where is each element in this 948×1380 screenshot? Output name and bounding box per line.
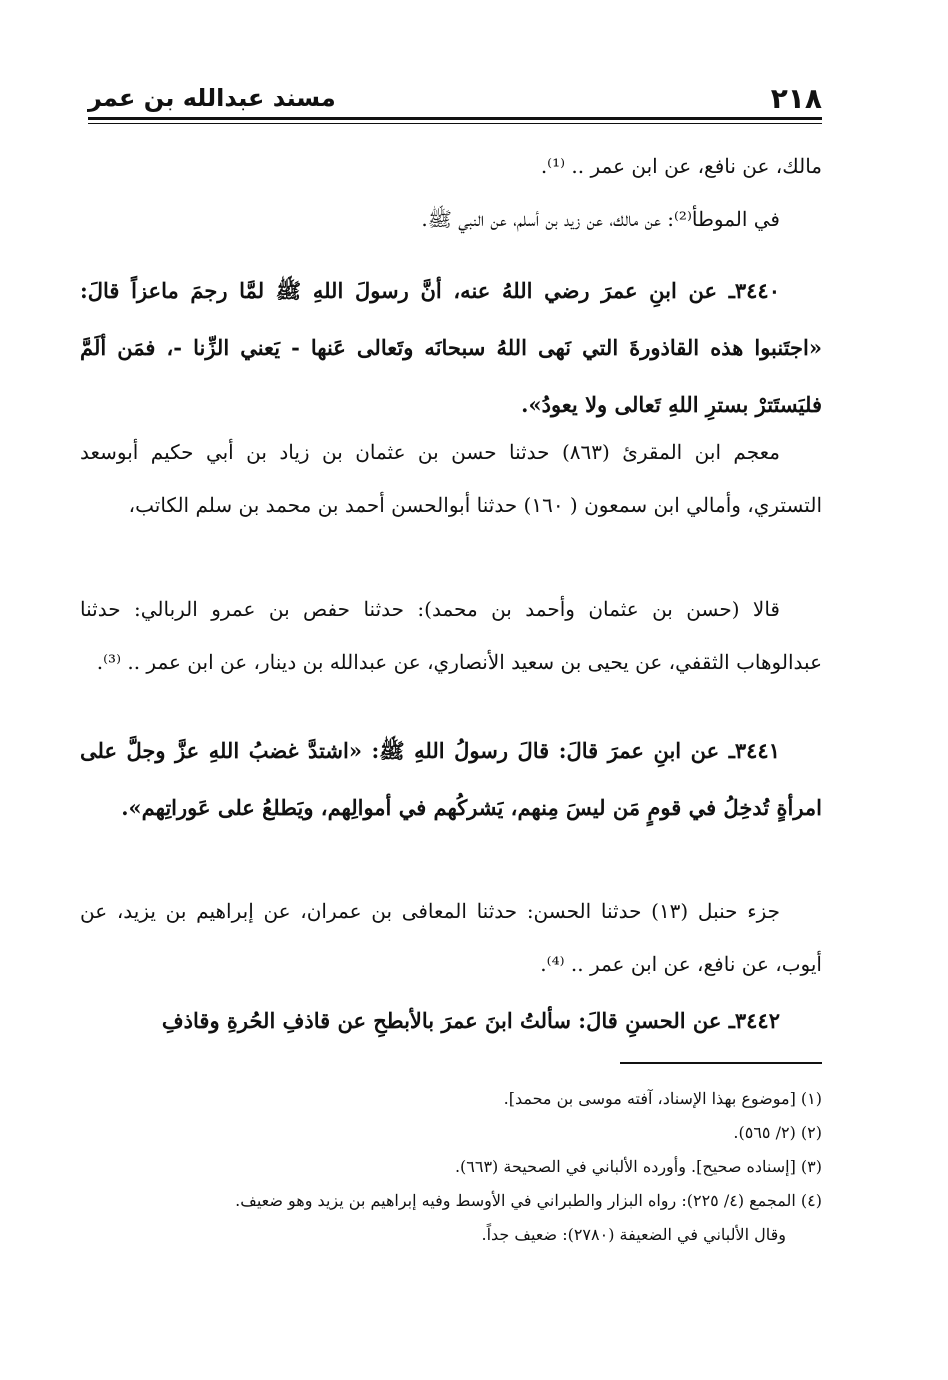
- footnote-rule: [620, 1062, 822, 1064]
- main-text: [80, 140, 822, 246]
- sources-3441-block: [80, 885, 822, 991]
- chain-of-narration: مالك، عن نافع، عن ابن عمر .. ⁽¹⁾.: [540, 154, 822, 178]
- footnotes: [80, 1082, 822, 1252]
- header-rule-thin: [88, 123, 822, 124]
- hadith-3442: ٣٤٤٢ـ عن الحسنِ قالَ: سألتُ ابنَ عمرَ بالأبطحِ عن قاذفِ الحُرةِ وقاذفِ: [161, 1008, 780, 1033]
- footnote-4: (٤) المجمع (٤/ ٢٢٥): رواه البزار والطبراني في الأوسط وفيه إبراهيم بن يزيد وهو ضعيف.: [235, 1191, 822, 1210]
- page-number: ٢١٨: [770, 82, 822, 115]
- hadith-3441: ٣٤٤١ـ عن ابنِ عمرَ قالَ: قالَ رسولُ اللهِ ﷺ: «اشتدَّ غضبُ اللهِ عزَّ وجلَّ على امرأةٍ تُدخِلُ في قومٍ مَن ليسَ مِنهم، يَشركُهم في أموالِهم، ويَطلعُ على عَوراتِهم».: [80, 738, 822, 820]
- hadith-3441-sources: جزء حنبل (١٣) حدثنا الحسن: حدثنا المعافى بن عمران، عن إبراهيم بن يزيد، عن أيوب، عن نافع، عن ابن عمر .. ⁽⁴⁾.: [80, 899, 822, 976]
- hadith-3440: ٣٤٤٠ـ عن ابنِ عمرَ رضي اللهُ عنه، أنَّ رسولَ اللهِ ﷺ لمَّا رجمَ ماعزاً قالَ: «اجتَنبوا هذه القاذورةَ التي نَهى اللهُ سبحانَه وتَعالى عَنها - يَعني الزِّنا -، فمَن ألَمَّ فليَستَترْ بسترِ اللهِ تَعالى ولا يعودُ».: [80, 278, 822, 417]
- hadith-3442-block: [80, 992, 822, 1049]
- sources-3440-block: [80, 426, 822, 532]
- footnote-4-continuation: وقال الألباني في الضعيفة (٢٧٨٠): ضعيف جداً.: [481, 1225, 786, 1244]
- isnad-3440-block: [80, 583, 822, 689]
- page-header: [88, 78, 822, 118]
- hadith-3441-block: [80, 722, 822, 836]
- header-rule-thick: [88, 117, 822, 120]
- footnote-3: (٣) [إسناده صحيح]. وأورده الألباني في الصحيحة (٦٦٣).: [454, 1157, 822, 1176]
- hadith-3440-sources: معجم ابن المقرئ (٨٦٣) حدثنا حسن بن عثمان بن زياد بن أبي حكيم أبوسعد التستري، وأمالي ابن سمعون ( ١٦٠) حدثنا أبوالحسن أحمد بن محمد بن سلم الكاتب،: [80, 440, 822, 517]
- hadith-3440-block: [80, 262, 822, 433]
- footnote-1: (١) [موضوع بهذا الإسناد، آفته موسى بن محمد].: [503, 1089, 822, 1108]
- running-title: مسند عبدالله بن عمر: [88, 84, 336, 112]
- source-reference: في الموطأ⁽²⁾: عن مالك، عن زيد بن أسلم، عن النبي ﷺ.: [421, 207, 780, 231]
- hadith-3440-isnad: قالا (حسن بن عثمان وأحمد بن محمد): حدثنا حفص بن عمرو الربالي: حدثنا عبدالوهاب الثقفي، عن يحيى بن سعيد الأنصاري، عن عبدالله بن دينار، عن ابن عمر .. ⁽³⁾.: [80, 597, 822, 674]
- footnote-2: (٢) (٢/ ٥٦٥).: [733, 1123, 822, 1142]
